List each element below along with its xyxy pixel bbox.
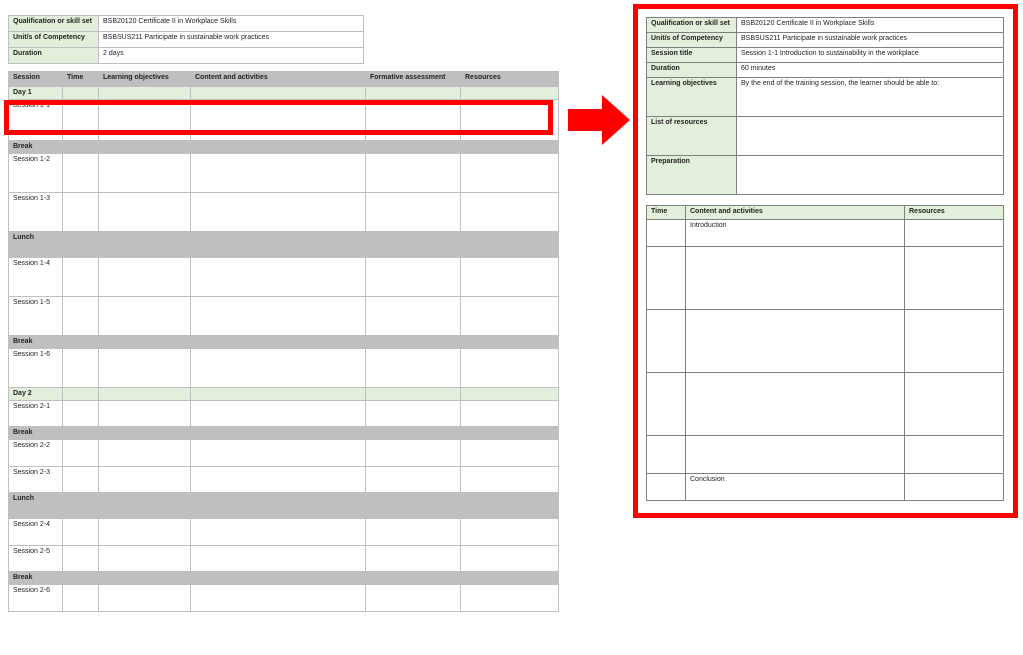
session-row xyxy=(9,349,559,388)
schedule-header-row xyxy=(9,72,559,87)
activities-header-row xyxy=(647,206,1004,220)
session-label: Session 2-4 xyxy=(9,519,63,546)
break-row xyxy=(9,427,559,440)
break-row xyxy=(9,141,559,154)
session-row xyxy=(9,401,559,427)
info-row xyxy=(9,48,364,64)
session-row xyxy=(9,546,559,572)
info-row xyxy=(647,78,1004,117)
session-row xyxy=(9,258,559,297)
session-row xyxy=(9,467,559,493)
info-row xyxy=(647,63,1004,78)
info-row xyxy=(647,33,1004,48)
session-label: Session 1-5 xyxy=(9,297,63,336)
session-label: Session 1-2 xyxy=(9,154,63,193)
col-header-resources: Resources xyxy=(905,206,1004,220)
break-row xyxy=(9,336,559,349)
activity-row xyxy=(647,220,1004,247)
info-label: Unit/s of Competency xyxy=(647,33,737,48)
info-row xyxy=(647,156,1004,195)
day-label: Day 1 xyxy=(9,87,63,100)
session-row xyxy=(9,585,559,612)
day-row xyxy=(9,388,559,401)
conclusion-label: Conclusion xyxy=(686,474,905,501)
session-label: Session 1-3 xyxy=(9,193,63,232)
info-value: BSB20120 Certificate II in Workplace Skills xyxy=(737,18,1004,33)
break-label: Break xyxy=(9,427,63,440)
session-label: Session 2-3 xyxy=(9,467,63,493)
session-label: Session 2-1 xyxy=(9,401,63,427)
info-label: Session title xyxy=(647,48,737,63)
col-header-time: Time xyxy=(63,72,99,87)
session-activities-table xyxy=(646,205,1004,501)
break-label: Break xyxy=(9,141,63,154)
break-label: Break xyxy=(9,572,63,585)
col-header-learning-objectives: Learning objectives xyxy=(99,72,191,87)
session-label: Session 2-6 xyxy=(9,585,63,612)
info-label: Duration xyxy=(647,63,737,78)
session-label: Session 2-2 xyxy=(9,440,63,467)
session-label: Session 1-4 xyxy=(9,258,63,297)
info-value: Session 1-1 Introduction to sustainability in the workplace xyxy=(737,48,1004,63)
info-value: 60 minutes xyxy=(737,63,1004,78)
info-label: Qualification or skill set xyxy=(647,18,737,33)
info-value xyxy=(737,156,1004,195)
session-label: Session 1-1 xyxy=(9,100,63,141)
schedule-table xyxy=(8,71,559,612)
session-row xyxy=(9,519,559,546)
info-row xyxy=(647,48,1004,63)
activity-row xyxy=(647,247,1004,310)
col-header-content: Content and activities xyxy=(686,206,905,220)
lunch-label: Lunch xyxy=(9,493,63,519)
info-label: Learning objectives xyxy=(647,78,737,117)
activity-row xyxy=(647,373,1004,436)
intro-label: Introduction xyxy=(686,220,905,247)
info-label: Duration xyxy=(9,48,99,64)
col-header-session: Session xyxy=(9,72,63,87)
activity-row xyxy=(647,436,1004,474)
break-label: Break xyxy=(9,336,63,349)
qualification-info-table xyxy=(8,15,364,64)
info-row xyxy=(647,18,1004,33)
col-header-content: Content and activities xyxy=(191,72,366,87)
session-label: Session 2-5 xyxy=(9,546,63,572)
info-label: List of resources xyxy=(647,117,737,156)
info-row xyxy=(647,117,1004,156)
col-header-formative-assessment: Formative assessment xyxy=(366,72,461,87)
session-row xyxy=(9,297,559,336)
session-highlight-box xyxy=(4,100,553,135)
info-value: BSBSUS211 Participate in sustainable work practices xyxy=(99,32,364,48)
day-label: Day 2 xyxy=(9,388,63,401)
info-label: Unit/s of Competency xyxy=(9,32,99,48)
info-label: Qualification or skill set xyxy=(9,16,99,32)
info-value: BSBSUS211 Participate in sustainable work practices xyxy=(737,33,1004,48)
col-header-resources: Resources xyxy=(461,72,559,87)
col-header-time: Time xyxy=(647,206,686,220)
break-row xyxy=(9,572,559,585)
info-value: By the end of the training session, the learner should be able to: xyxy=(737,78,1004,117)
day-row xyxy=(9,87,559,100)
activity-row xyxy=(647,310,1004,373)
info-value: 2 days xyxy=(99,48,364,64)
session-label: Session 1-6 xyxy=(9,349,63,388)
session-row xyxy=(9,193,559,232)
session-row xyxy=(9,440,559,467)
lunch-row xyxy=(9,232,559,258)
session-info-table xyxy=(646,17,1004,195)
info-value xyxy=(737,117,1004,156)
red-arrow-icon xyxy=(568,95,630,145)
activity-row xyxy=(647,474,1004,501)
info-row xyxy=(9,32,364,48)
session-row xyxy=(9,154,559,193)
lunch-label: Lunch xyxy=(9,232,63,258)
lunch-row xyxy=(9,493,559,519)
info-value: BSB20120 Certificate II in Workplace Skills xyxy=(99,16,364,32)
info-label: Preparation xyxy=(647,156,737,195)
info-row xyxy=(9,16,364,32)
